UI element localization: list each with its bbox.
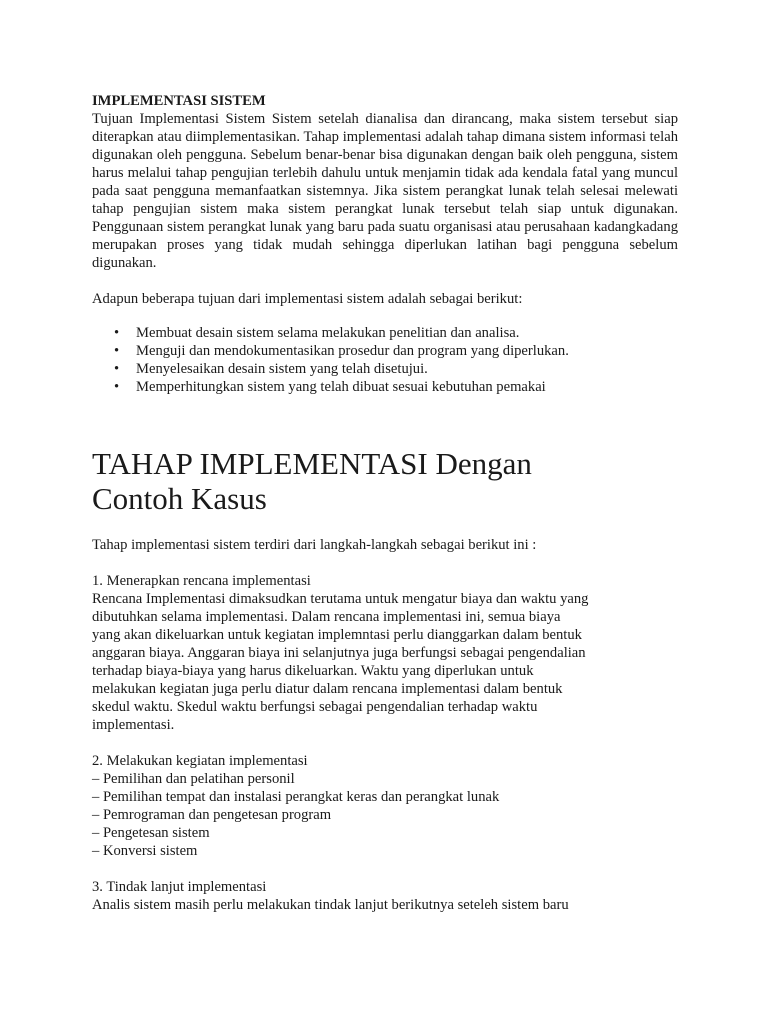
goals-list	[92, 324, 678, 396]
step-1-body: Rencana Implementasi dimaksudkan terutama untuk mengatur biaya dan waktu yang dibutuhkan selama implementasi. Dalam rencana implementasi ini, semua biaya yang akan dikeluarkan untuk kegiatan implemntasi perlu dianggarkan dalam bentuk anggaran biaya. Anggaran biaya ini selanjutnya juga berfungsi sebagai pengendalian terhadap biaya-biaya yang harus dikeluarkan. Waktu yang diperlukan untuk melakukan kegiatan juga perlu diatur dalam rencana implementasi dalam bentuk skedul waktu. Skedul waktu berfungsi sebagai pengendalian terhadap waktu implementasi.	[92, 591, 589, 733]
bullet-icon: •	[114, 361, 120, 377]
step-1-title: 1. Menerapkan rencana implementasi	[92, 573, 311, 589]
list-item: – Pengetesan sistem	[92, 825, 210, 841]
page-heading: TAHAP IMPLEMENTASI Dengan Contoh Kasus	[92, 446, 532, 516]
bullet-icon: •	[114, 379, 120, 395]
step-3-body: Analis sistem masih perlu melakukan tindak lanjut berikutnya seteleh sistem baru	[92, 897, 569, 913]
bullet-icon: •	[114, 325, 120, 341]
list-item: – Pemilihan tempat dan instalasi perangkat keras dan perangkat lunak	[92, 789, 500, 805]
list-item: • Menyelesaikan desain sistem yang telah disetujui.	[114, 361, 428, 377]
document-page	[92, 92, 678, 914]
list-item: • Memperhitungkan sistem yang telah dibuat sesuai kebutuhan pemakai	[114, 379, 546, 395]
step-1	[92, 572, 592, 734]
bullet-icon: •	[114, 343, 120, 359]
steps-intro: Tahap implementasi sistem terdiri dari langkah-langkah sebagai berikut ini :	[92, 537, 537, 553]
list-item: – Pemilihan dan pelatihan personil	[92, 771, 295, 787]
section-paragraph: Tujuan Implementasi Sistem Sistem setelah dianalisa dan dirancang, maka sistem tersebut siap diterapkan atau diimplementasikan. Tahap implementasi adalah tahap dimana sistem informasi telah digunakan oleh pengguna. Sebelum benar-benar bisa digunakan dengan baik oleh pengguna, sistem harus melalui tahap pengujian terlebih dahulu untuk menjamin tidak ada kendala fatal yang muncul pada saat pengguna memanfaatkan sistemnya. Jika sistem perangkat lunak telah selesai melewati tahap pengujian sistem maka sistem perangkat lunak tersebut telah siap untuk digunakan. Penggunaan sistem perangkat lunak yang baru pada suatu organisasi atau perusahaan kadangkadang merupakan proses yang tidak mudah sehingga diperlukan latihan bagi pengguna sebelum digunakan.	[92, 111, 678, 271]
list-item: – Konversi sistem	[92, 843, 198, 859]
step-2-title: 2. Melakukan kegiatan implementasi	[92, 753, 308, 769]
goals-intro: Adapun beberapa tujuan dari implementasi sistem adalah sebagai berikut:	[92, 291, 523, 307]
step-2	[92, 752, 592, 860]
section-title: IMPLEMENTASI SISTEM	[92, 93, 266, 109]
step-3-title: 3. Tindak lanjut implementasi	[92, 879, 267, 895]
list-item: • Membuat desain sistem selama melakukan penelitian dan analisa.	[114, 325, 520, 341]
list-item: • Menguji dan mendokumentasikan prosedur dan program yang diperlukan.	[114, 343, 569, 359]
list-item: – Pemrograman dan pengetesan program	[92, 807, 332, 823]
step-3	[92, 878, 678, 914]
